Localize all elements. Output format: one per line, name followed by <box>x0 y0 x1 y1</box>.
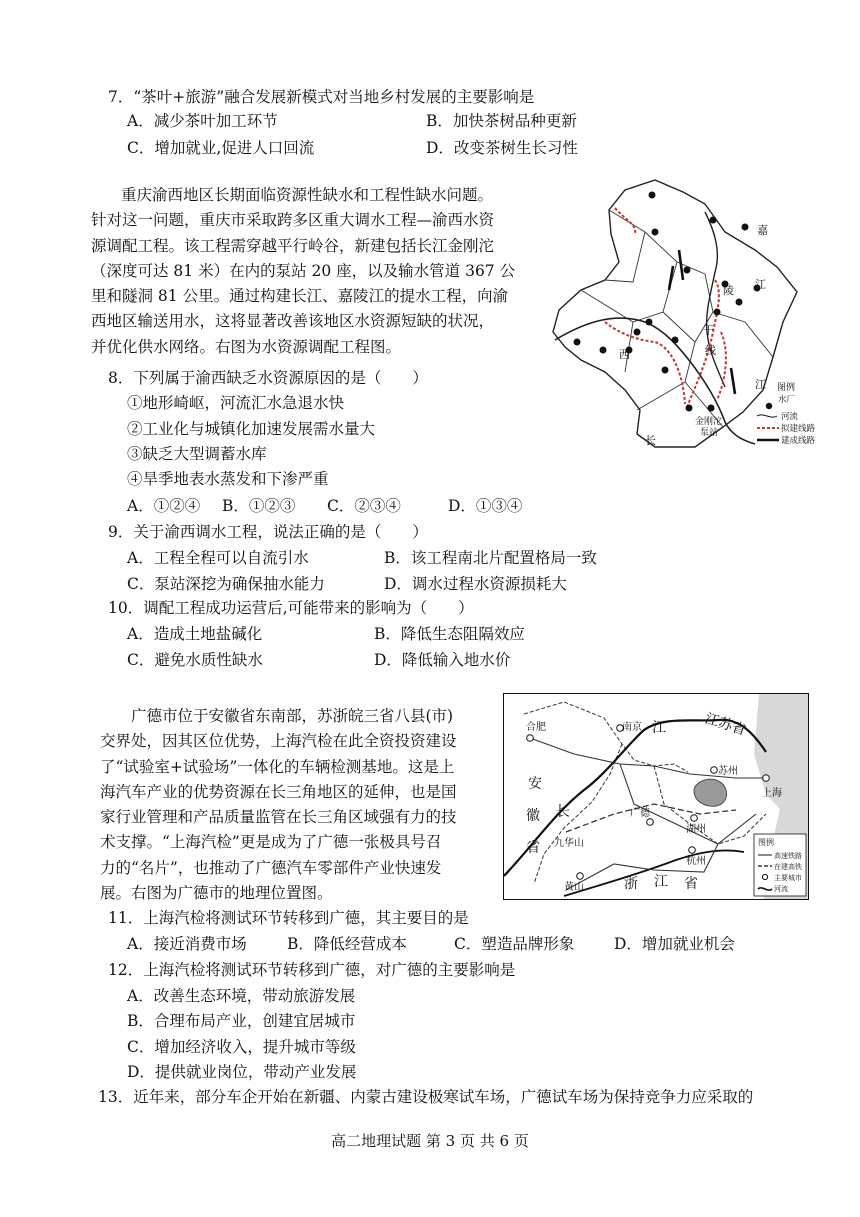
map2-legend <box>754 834 806 896</box>
passage-yuxi-line: 里和隧洞 81 公里。通过构建长江、嘉陵江的提水工程，向渝 <box>91 287 509 306</box>
q8-stem: 8．下列属于渝西缺乏水资源原因的是（ ） <box>108 369 428 387</box>
q9-stem: 9．关于渝西调水工程，说法正确的是（ ） <box>108 523 428 541</box>
label-guangde: 广德 <box>630 808 650 819</box>
legend-water-plant: 水厂 <box>778 395 796 405</box>
q12-option-b: B．合理布局产业，创建宜居城市 <box>127 1012 356 1030</box>
label-chang-2: 长 <box>556 804 570 820</box>
q7-option-c: C．增加就业,促进人口回流 <box>127 139 315 157</box>
q8-statement-1: ①地形崎岖，河流汇水急退水快 <box>127 394 345 412</box>
q9-option-c: C．泵站深挖为确保抽水能力 <box>127 575 325 593</box>
legend2-city-icon <box>762 874 767 879</box>
q8-option-d: D．①③④ <box>448 497 523 515</box>
q11-option-d: D．增加就业机会 <box>614 935 735 953</box>
label-chang: 长 <box>645 434 656 447</box>
passage-guangde-line: 海汽车产业的优势资源在长三角地区的延伸，也是国 <box>100 782 457 801</box>
passage-guangde-line: 广德市位于安徽省东南部，苏浙皖三省八县(市) <box>131 707 454 725</box>
q12-option-d: D．提供就业岗位，带动产业发展 <box>127 1063 357 1081</box>
label-suzhou: 苏州 <box>718 766 738 777</box>
passage-guangde-line: 力的“名片”，也推动了广德汽车零部件产业快速发 <box>100 858 442 877</box>
legend-river: 河流 <box>781 412 799 422</box>
q10-option-d: D．降低输入地水价 <box>374 651 511 669</box>
hsr-line <box>566 804 736 832</box>
legend2-city: 主要城市 <box>774 874 802 882</box>
label-huangshan: 黄山 <box>564 882 584 893</box>
q12-stem: 12．上海汽检将测试环节转移到广德，对广德的主要影响是 <box>108 961 516 979</box>
passage-guangde-line: 术支撑。“上海汽检”更是成为了广德一张极具号召 <box>100 833 442 852</box>
legend-planned: 拟建线路 <box>781 424 816 434</box>
q10-option-b: B．降低生态阻隔效应 <box>374 625 525 643</box>
q9-option-b: B．该工程南北片配置格局一致 <box>384 549 597 567</box>
passage-yuxi <box>91 183 541 360</box>
q8-option-c: C．②③④ <box>327 497 401 515</box>
passage-guangde-line: 了“试验室+试验场”一体化的车辆检测基地。这是上 <box>100 757 455 776</box>
label-zjiang: 江 <box>654 874 668 890</box>
pump-station-label: 金刚沱 <box>695 417 723 427</box>
label-jiangsu: 江苏省 <box>702 710 748 739</box>
q11-option-a: A．接近消费市场 <box>127 935 247 953</box>
q7-option-b: B．加快茶树品种更新 <box>426 112 577 130</box>
q10-stem: 10．调配工程成功运营后,可能带来的影响为（ ） <box>108 599 474 617</box>
label-zhe: 浙 <box>624 876 638 892</box>
passage-guangde <box>100 704 492 906</box>
passage-yuxi-line: 西地区输送用水，这将显著改善该地区水资源短缺的状况， <box>91 312 495 331</box>
passage-yuxi-line: 并优化供水网络。右图为水资源调配工程图。 <box>91 337 402 356</box>
label-jia: 嘉 <box>757 224 768 237</box>
q7-option-d: D．改变茶树生长习性 <box>426 139 578 157</box>
legend2-title: 图例 <box>758 838 774 847</box>
passage-guangde-line: 展。右图为广德市的地理位置图。 <box>100 884 333 903</box>
label-nanjing: 南京 <box>622 722 642 733</box>
q11-option-c: C．塑造品牌形象 <box>454 935 575 953</box>
label-ling: 陵 <box>723 284 734 297</box>
label-gan: 干 <box>703 324 714 337</box>
q8-statement-3: ③缺乏大型调蓄水库 <box>127 445 267 463</box>
q10-option-c: C．避免水质性缺水 <box>127 651 263 669</box>
legend2-hsr: 在建高铁 <box>774 863 802 871</box>
q13-stem: 13．近年来，部分车企开始在新疆、内蒙古建设极寒试车场，广德试车场为保持竞争力应采取的 <box>98 1088 754 1106</box>
yuxi-water-map <box>545 172 835 457</box>
region-outline <box>553 180 797 447</box>
q8-statement-4: ④旱季地表水蒸发和下渗严重 <box>127 470 329 488</box>
label-hui: 徽 <box>526 808 540 824</box>
q8-option-b: B．①②③ <box>222 497 296 515</box>
q11-option-b: B．降低经营成本 <box>287 935 407 953</box>
label-jiuhuashan: 九华山 <box>554 838 584 849</box>
label-jiang: 江 <box>755 278 766 291</box>
pump-station-label-2: 泵站 <box>700 428 719 438</box>
label-shanghai: 上海 <box>762 788 782 799</box>
q7-stem: 7．“茶叶+旅游”融合发展新模式对当地乡村发展的主要影响是 <box>108 88 535 106</box>
q8-statement-2: ②工业化与城镇化加速发展需水量大 <box>127 420 376 438</box>
q12-option-a: A．改善生态环境，带动旅游发展 <box>127 987 356 1005</box>
legend-built: 建成线路 <box>781 436 816 446</box>
page-footer: 高二地理试题 第 3 页 共 6 页 <box>331 1132 529 1150</box>
label-xian: 线 <box>705 344 716 357</box>
q8-option-a: A．①②④ <box>127 497 201 515</box>
legend-water-plant-icon <box>766 403 772 409</box>
legend2-river: 河流 <box>774 885 788 893</box>
q9-option-a: A．工程全程可以自流引水 <box>127 549 309 567</box>
guangde-location-map <box>503 693 809 900</box>
passage-yuxi-line: 重庆渝西地区长期面临资源性缺水和工程性缺水问题。 <box>121 186 494 204</box>
label-hangzhou: 杭州 <box>686 856 706 867</box>
taihu-lake <box>694 779 727 806</box>
label-xi: 西 <box>619 348 630 361</box>
label-huzhou: 湖州 <box>686 824 706 835</box>
passage-guangde-line: 家行业管理和产品质量监管在长三角区域强有力的技 <box>100 808 457 827</box>
q10-option-a: A．造成土地盐碱化 <box>127 625 263 643</box>
label-hefei: 合肥 <box>526 722 546 733</box>
label-jiang-lower: 江 <box>755 378 766 391</box>
q9-option-d: D．调水过程水资源损耗大 <box>384 575 567 593</box>
label-an: 安 <box>528 776 542 792</box>
passage-yuxi-line: 源调配工程。该工程需穿越平行岭谷，新建包括长江金刚沱 <box>91 236 495 255</box>
legend-title: 图例 <box>777 383 796 393</box>
legend-river-icon <box>757 415 777 417</box>
label-jiang-2: 江 <box>652 720 666 736</box>
label-sheng: 省 <box>526 840 540 856</box>
passage-guangde-line: 交界处，因其区位优势，上海汽检在此全资投资建设 <box>100 732 457 751</box>
q11-stem: 11．上海汽检将测试环节转移到广德，其主要目的是 <box>108 909 469 927</box>
passage-yuxi-line: 针对这一问题，重庆市采取跨多区重大调水工程—渝西水资 <box>91 211 495 230</box>
passage-yuxi-line: （深度可达 81 米）在内的泵站 20 座，以及输水管道 367 公 <box>91 261 516 280</box>
label-zsheng: 省 <box>684 876 698 892</box>
city-markers <box>527 725 770 880</box>
q7-option-a: A．减少茶叶加工环节 <box>127 112 278 130</box>
legend2-highway: 高速铁路 <box>774 852 802 860</box>
q12-option-c: C．增加经济收入，提升城市等级 <box>127 1038 356 1056</box>
